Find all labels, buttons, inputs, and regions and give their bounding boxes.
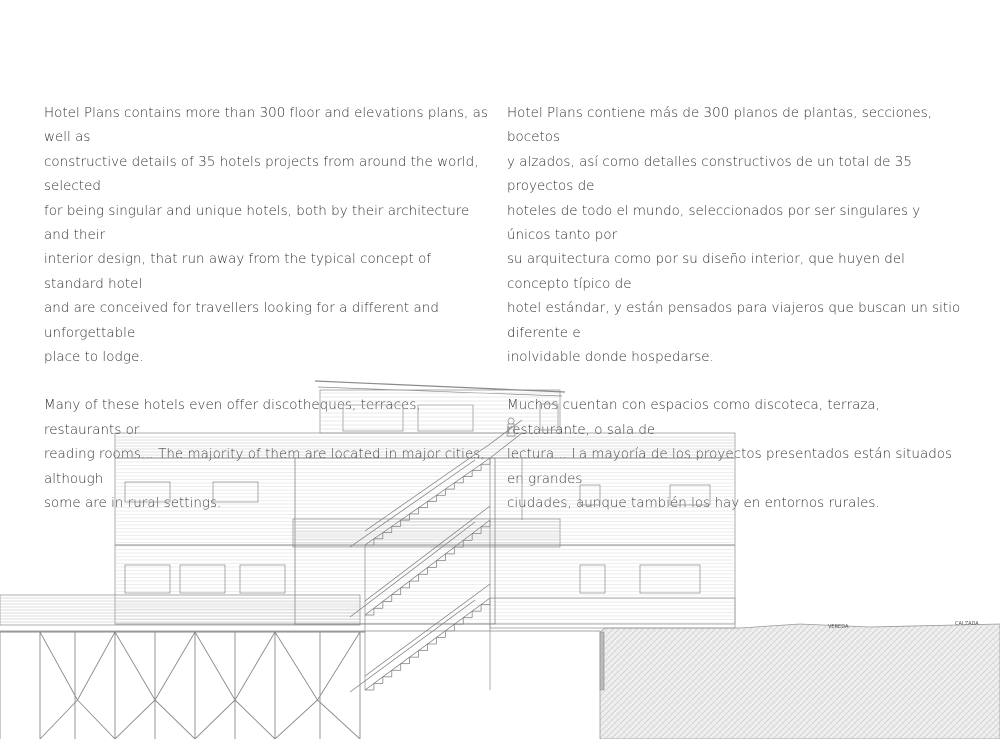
english-paragraph-2: Many of these hotels even offer discotheques, terraces, restaurants or reading rooms... The majority of them are located in major cities, although some are in rural settings. — [44, 398, 485, 512]
spanish-paragraph-2: Muchos cuentan con espacios como discoteca, terraza, restaurante, o sala de lectura... La mayoría de los proyectos presentados están situados en grandes ciudades, aunque también los hay en entornos rurales. — [507, 398, 953, 512]
spanish-paragraph-1: Hotel Plans contiene más de 300 planos de plantas, secciones, bocetos y alzados, así como detalles constructivos de un total de 35 proyectos de hoteles de todo el mundo, seleccionados por ser singulares y únicos tanto por su arquitectura como por su diseño interior, que huyen del concepto típico de hotel estándar, y están pensados para viajeros que buscan un sitio diferente e inolvidable donde hospedarse. — [507, 106, 961, 366]
terrain-section — [600, 624, 1000, 739]
hotel-elevation-drawing — [0, 370, 1000, 739]
label-road: CALZADA — [955, 621, 979, 627]
retaining-wall — [600, 632, 604, 690]
english-paragraph-1: Hotel Plans contains more than 300 floor and elevations plans, as well as constructive details of 35 hotels projects from around the world, selected for being singular and unique hotels, both by their architecture and their interior design, that run away from the typical concept of standard hotel and are conceived for travellers looking for a different and unforgettable place to lodge. — [44, 106, 488, 366]
label-sidewalk: VEREDA — [828, 624, 849, 630]
